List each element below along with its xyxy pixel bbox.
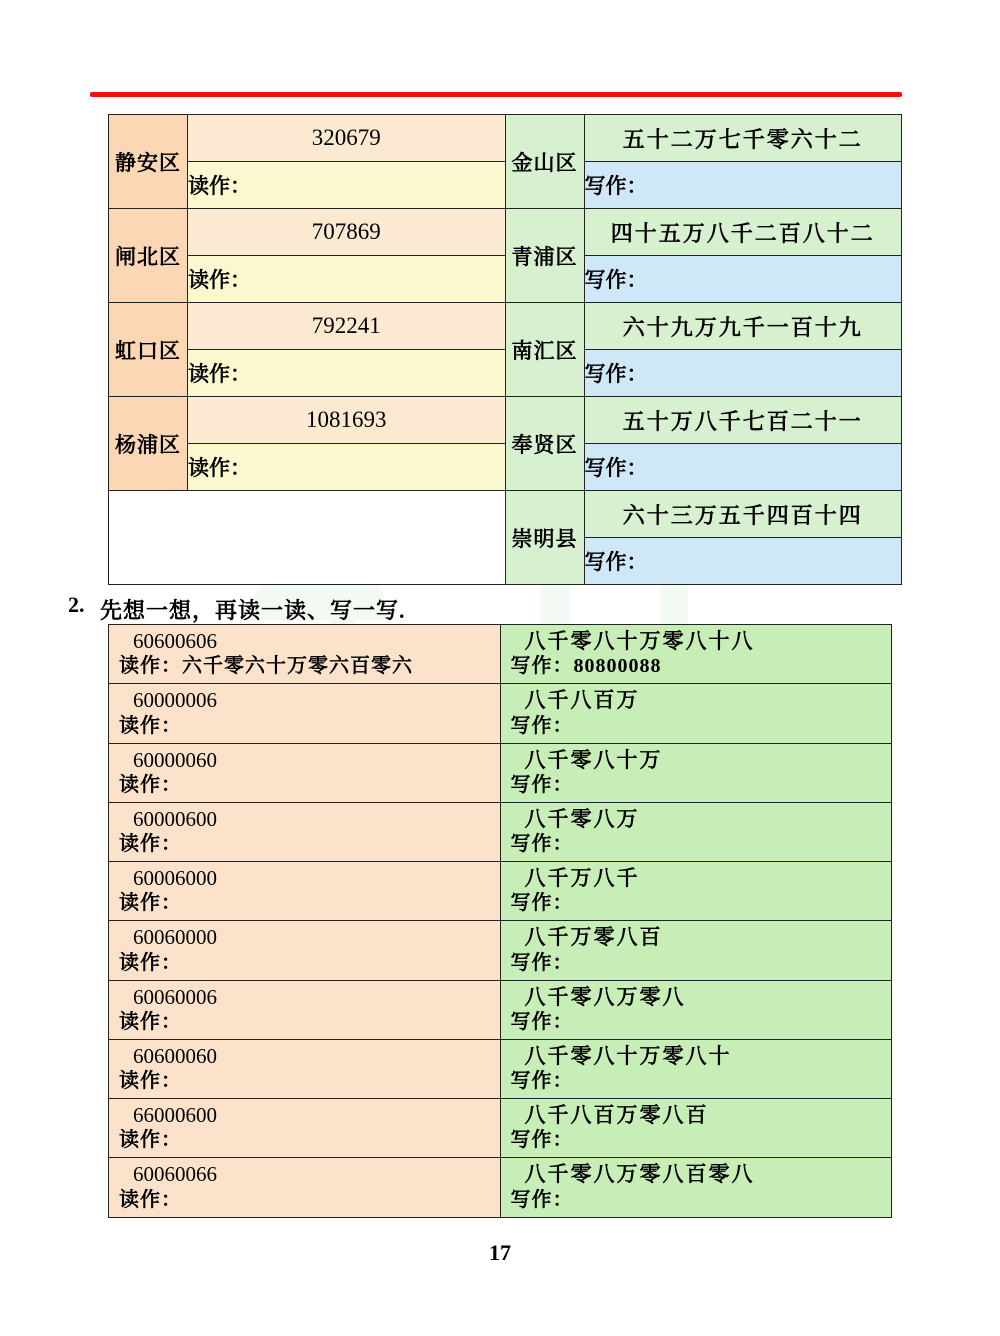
district-name-right: 金山区: [505, 115, 584, 209]
write-answer-field[interactable]: 写作：: [584, 538, 902, 585]
write-answer-field[interactable]: 写作：: [510, 1010, 574, 1033]
district-name-left: 杨浦区: [109, 397, 188, 491]
question-text: 先想一想，再读一读、写一写.: [100, 598, 406, 623]
table-row: [109, 921, 892, 980]
district-name-left: 虹口区: [109, 303, 188, 397]
chinese-value: 八千零八十万: [524, 747, 663, 772]
practice-cell-left: [109, 684, 501, 743]
numeric-value: 60060066: [133, 1162, 217, 1187]
chinese-value: 八千万八千: [524, 866, 640, 890]
question-number: 2.: [68, 592, 85, 617]
table-row: [109, 303, 902, 350]
chinese-value: 八千零八万零八: [524, 984, 686, 1009]
write-answer-field[interactable]: 写作：: [510, 1129, 574, 1152]
chinese-number: 五十万八千七百二十一: [584, 397, 902, 444]
read-answer-field[interactable]: 读作：: [188, 350, 506, 397]
chinese-number: 五十二万七千零六十二: [584, 115, 902, 162]
numeric-value: 60060006: [133, 984, 217, 1009]
practice-cell-right: [500, 980, 892, 1039]
chinese-value: 八千零八十万零八十八: [524, 629, 755, 653]
numeric-value: 60000006: [133, 688, 217, 713]
write-answer-field[interactable]: 写作：: [584, 350, 902, 397]
write-answer-field[interactable]: 写作：: [510, 951, 574, 974]
read-answer-field[interactable]: 读作：: [188, 256, 506, 303]
question-2-heading: [68, 592, 908, 622]
write-answer-field[interactable]: 写作：: [510, 1188, 574, 1211]
numeric-value: 60060000: [133, 925, 217, 950]
practice-cell-right: [500, 862, 892, 921]
table-row: [109, 397, 902, 444]
practice-cell-right: [500, 743, 892, 802]
write-answer-field[interactable]: 写作：80800088: [510, 655, 662, 678]
practice-cell-left: [109, 802, 501, 861]
write-answer-field[interactable]: 写作：: [510, 714, 574, 737]
district-name-left: 静安区: [109, 115, 188, 209]
practice-cell-right: [500, 1099, 892, 1158]
district-number-table: [108, 114, 902, 585]
chinese-value: 八千万零八百: [524, 925, 663, 950]
table-row: [109, 980, 892, 1039]
table-row: [109, 115, 902, 162]
practice-cell-left: [109, 625, 501, 684]
practice-cell-right: [500, 802, 892, 861]
numeric-value: 66000600: [133, 1103, 217, 1127]
practice-cell-right: [500, 684, 892, 743]
read-answer-field[interactable]: 读作：: [188, 162, 506, 209]
chinese-value: 八千八百万: [524, 688, 640, 713]
practice-cell-left: [109, 1158, 501, 1217]
district-number: 1081693: [188, 397, 506, 444]
empty-cell: [109, 491, 506, 585]
numeric-value: 60000600: [133, 806, 217, 831]
write-answer-field[interactable]: 写作：: [584, 256, 902, 303]
district-name-right: 崇明县: [505, 491, 584, 585]
numeric-value: 60600606: [133, 629, 217, 653]
district-number: 707869: [188, 209, 506, 256]
write-answer-field[interactable]: 写作：: [584, 444, 902, 491]
practice-cell-right: [500, 1158, 892, 1217]
district-number: 792241: [188, 303, 506, 350]
read-answer-field[interactable]: 读作：: [119, 714, 182, 737]
table-row: [109, 862, 892, 921]
write-answer-field[interactable]: 写作：: [510, 1070, 574, 1092]
read-answer-field[interactable]: 读作：: [119, 1129, 182, 1152]
table-row: [109, 1158, 892, 1217]
chinese-number: 四十五万八千二百八十二: [584, 209, 902, 256]
district-number: 320679: [188, 115, 506, 162]
read-answer-field[interactable]: 读作：: [119, 951, 182, 974]
practice-cell-left: [109, 1039, 501, 1098]
chinese-number: 六十三万五千四百十四: [584, 491, 902, 538]
read-answer-field[interactable]: 读作：: [119, 1010, 182, 1033]
practice-cell-left: [109, 921, 501, 980]
district-name-left: 闸北区: [109, 209, 188, 303]
table-row: [109, 1039, 892, 1098]
practice-cell-right: [500, 625, 892, 684]
page-number: 17: [489, 1240, 511, 1265]
district-name-right: 南汇区: [505, 303, 584, 397]
read-answer-field[interactable]: 读作：: [119, 1070, 182, 1092]
write-answer-field[interactable]: 写作：: [510, 773, 574, 796]
practice-cell-left: [109, 743, 501, 802]
chinese-number: 六十九万九千一百十九: [584, 303, 902, 350]
chinese-value: 八千零八十万零八十: [524, 1043, 732, 1068]
table-row: [109, 684, 892, 743]
district-name-right: 奉贤区: [505, 397, 584, 491]
table-row: [109, 1099, 892, 1158]
write-answer-field[interactable]: 写作：: [510, 833, 574, 855]
table-row: [109, 209, 902, 256]
chinese-value: 八千零八万: [524, 806, 640, 831]
read-answer-field[interactable]: 读作：: [119, 892, 182, 915]
practice-cell-right: [500, 921, 892, 980]
practice-cell-left: [109, 980, 501, 1039]
write-answer-field[interactable]: 写作：: [584, 162, 902, 209]
read-answer-field[interactable]: 读作：: [119, 1188, 182, 1211]
chinese-value: 八千零八万零八百零八: [524, 1162, 755, 1187]
table-row: [109, 491, 902, 538]
practice-cell-right: [500, 1039, 892, 1098]
read-answer-field[interactable]: 读作：: [119, 773, 182, 796]
table-row: [109, 743, 892, 802]
district-name-right: 青浦区: [505, 209, 584, 303]
table-row: [109, 625, 892, 684]
read-write-practice-table: [108, 624, 892, 1218]
chinese-value: 八千八百万零八百: [524, 1103, 709, 1127]
table-row: [109, 802, 892, 861]
numeric-value: 60600060: [133, 1043, 217, 1068]
header-rule: [90, 92, 902, 97]
write-answer-field[interactable]: 写作：: [510, 892, 574, 915]
numeric-value: 60006000: [133, 866, 217, 890]
read-answer-field[interactable]: 读作：六千零六十万零六百零六: [119, 655, 413, 678]
practice-cell-left: [109, 862, 501, 921]
read-answer-field[interactable]: 读作：: [119, 833, 182, 855]
read-answer-field[interactable]: 读作：: [188, 444, 506, 491]
practice-cell-left: [109, 1099, 501, 1158]
numeric-value: 60000060: [133, 747, 217, 772]
